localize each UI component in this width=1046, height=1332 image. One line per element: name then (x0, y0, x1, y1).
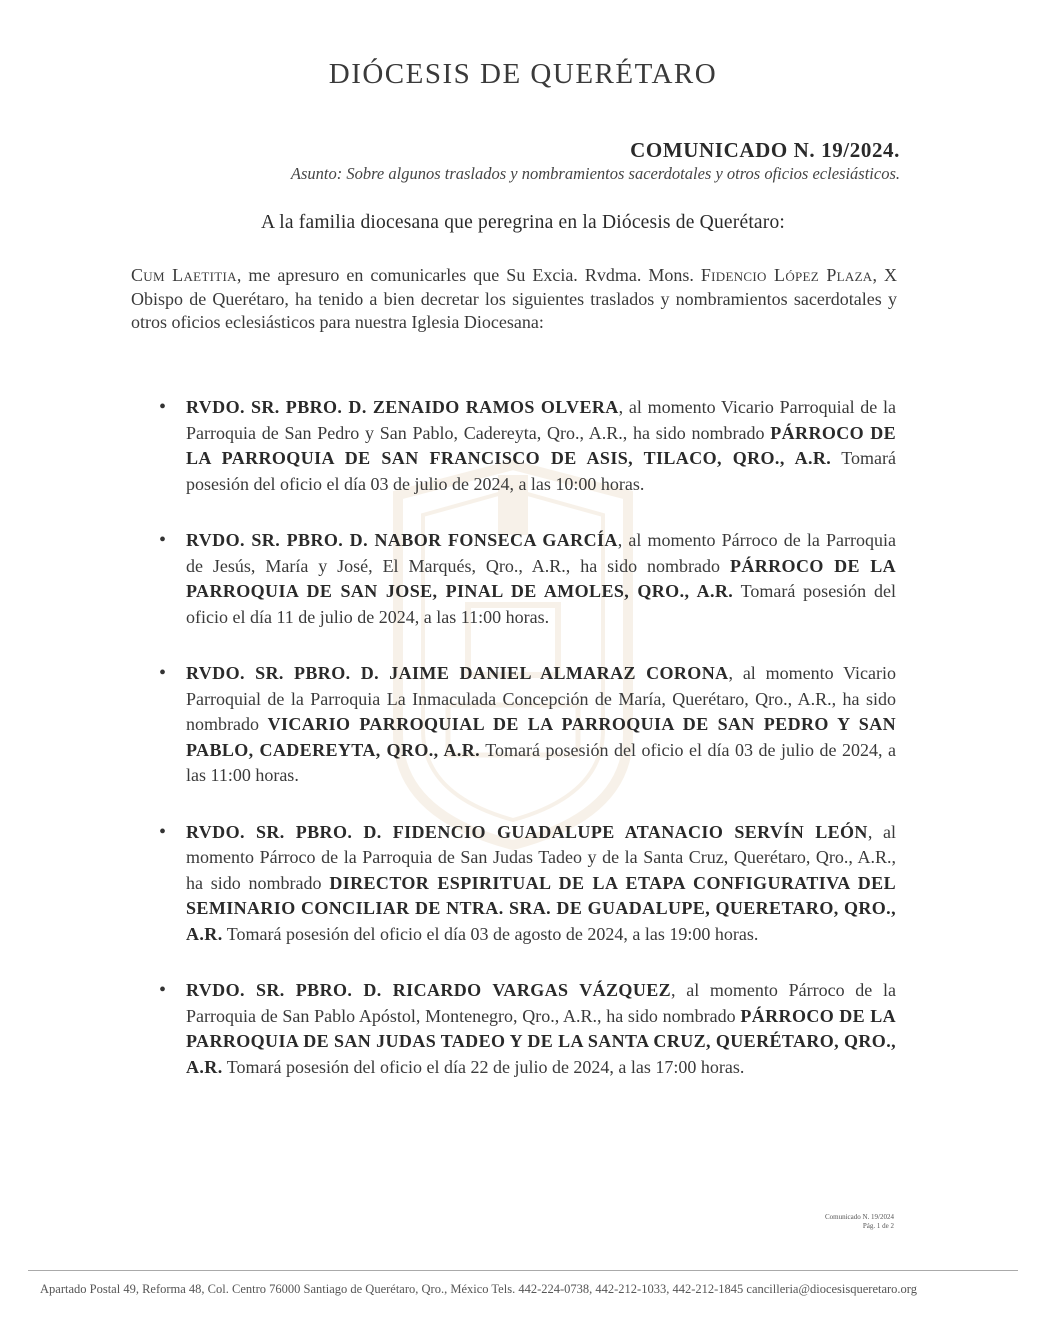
bullet-icon: • (159, 979, 167, 1001)
new-appointment: PÁRROCO DE LA PARROQUIA DE SAN JOSE, PINAL DE AMOLES, QRO., A.R. (186, 555, 897, 601)
page-reference-communique: Comunicado N. 19/2024 (824, 1213, 894, 1221)
possession-date: Tomará posesión del oficio el día 03 de agosto de 2024, a las 19:00 horas. (222, 923, 759, 944)
appointments-list (159, 395, 897, 1111)
intro-bishop-name: Fidencio López Plaza (700, 265, 873, 285)
intro-text-2: , X Obispo de Querétaro, ha tenido a bien decretar los siguientes traslados y nombramientos sacerdotales y otros oficios eclesiásticos para nuestra Iglesia Diocesana: (131, 265, 898, 332)
footer-divider (28, 1270, 1018, 1271)
possession-date: Tomará posesión del oficio el día 03 de julio de 2024, a las 11:00 horas. (186, 739, 896, 785)
priest-name: RVDO. SR. PBRO. D. JAIME DANIEL ALMARAZ CORONA (186, 663, 729, 683)
page-number: Pág. 1 de 2 (862, 1222, 894, 1230)
priest-name: RVDO. SR. PBRO. D. FIDENCIO GUADALUPE ATANACIO SERVÍN LEÓN (186, 821, 868, 842)
bullet-icon: • (159, 529, 167, 551)
bullet-icon: • (159, 820, 167, 843)
intro-lead: Cum Laetitia (131, 265, 237, 285)
new-appointment: PÁRROCO DE LA PARROQUIA DE SAN FRANCISCO DE ASIS, TILACO, QRO., A.R. (186, 422, 897, 468)
page-reference (825, 1213, 894, 1231)
bullet-icon: • (159, 396, 167, 418)
current-post: , al momento Párroco de la Parroquia de Jesús, María y José, El Marqués, Qro., A.R., ha sido nombrado (186, 530, 897, 576)
appointment-item (159, 820, 896, 948)
bullet-icon: • (159, 662, 167, 684)
appointment-item (159, 978, 896, 1080)
intro-text-1: , me apresuro en comunicarles que Su Excia. Rvdma. Mons. (236, 265, 701, 285)
communique-number: COMUNICADO N. 19/2024. (630, 138, 900, 162)
greeting: A la familia diocesana que peregrina en la Diócesis de Querétaro: (260, 212, 786, 233)
appointment-item (159, 528, 897, 630)
current-post: , al momento Párroco de la Parroquia de San Judas Tadeo y de la Santa Cruz, Querétaro, Qro., A.R., ha sido nombrado (186, 821, 896, 893)
communique-subject: Asunto: Sobre algunos traslados y nombramientos sacerdotales y otros oficios eclesiásticos. (290, 164, 900, 183)
current-post: , al momento Vicario Parroquial de la Parroquia de San Pedro y San Pablo, Cadereyta, Qro., A.R., ha sido nombrado (186, 397, 896, 443)
new-appointment: VICARIO PARROQUIAL DE LA PARROQUIA DE SAN PEDRO Y SAN PABLO, CADEREYTA, QRO., A.R. (186, 714, 896, 760)
intro-paragraph (131, 264, 897, 335)
new-appointment: PÁRROCO DE LA PARROQUIA DE SAN JUDAS TADEO Y DE LA SANTA CRUZ, QUERÉTARO, QRO., A.R. (186, 1005, 896, 1077)
possession-date: Tomará posesión del oficio el día 03 de julio de 2024, a las 10:00 horas. (186, 448, 896, 494)
current-post: , al momento Vicario Parroquial de la Parroquia La Inmaculada Concepción de María, Querétaro, Qro., A.R., ha sido nombrado (186, 663, 896, 734)
diocese-title: DIÓCESIS DE QUERÉTARO (328, 58, 718, 90)
priest-name: RVDO. SR. PBRO. D. NABOR FONSECA GARCÍA (186, 530, 618, 550)
current-post: , al momento Párroco de la Parroquia de San Pablo Apóstol, Montenegro, Qro., A.R., ha sido nombrado (186, 980, 896, 1026)
possession-date: Tomará posesión del oficio el día 11 de julio de 2024, a las 11:00 horas. (186, 581, 896, 627)
appointment-item (159, 395, 897, 497)
appointment-item (159, 661, 896, 789)
priest-name: RVDO. SR. PBRO. D. ZENAIDO RAMOS OLVERA (186, 397, 619, 417)
priest-name: RVDO. SR. PBRO. D. RICARDO VARGAS VÁZQUEZ (186, 980, 672, 1000)
footer-contact: Apartado Postal 49, Reforma 48, Col. Centro 76000 Santiago de Querétaro, Qro., México Tels. 442-224-0738, 442-212-1033, 442-212-1845 cancilleria@diocesisqueretaro.org (40, 1282, 917, 1296)
possession-date: Tomará posesión del oficio el día 22 de julio de 2024, a las 17:00 horas. (222, 1056, 745, 1077)
new-appointment: DIRECTOR ESPIRITUAL DE LA ETAPA CONFIGURATIVA DEL SEMINARIO CONCILIAR DE NTRA. SRA. DE GUADALUPE, QUERETARO, QRO., A.R. (186, 872, 896, 944)
